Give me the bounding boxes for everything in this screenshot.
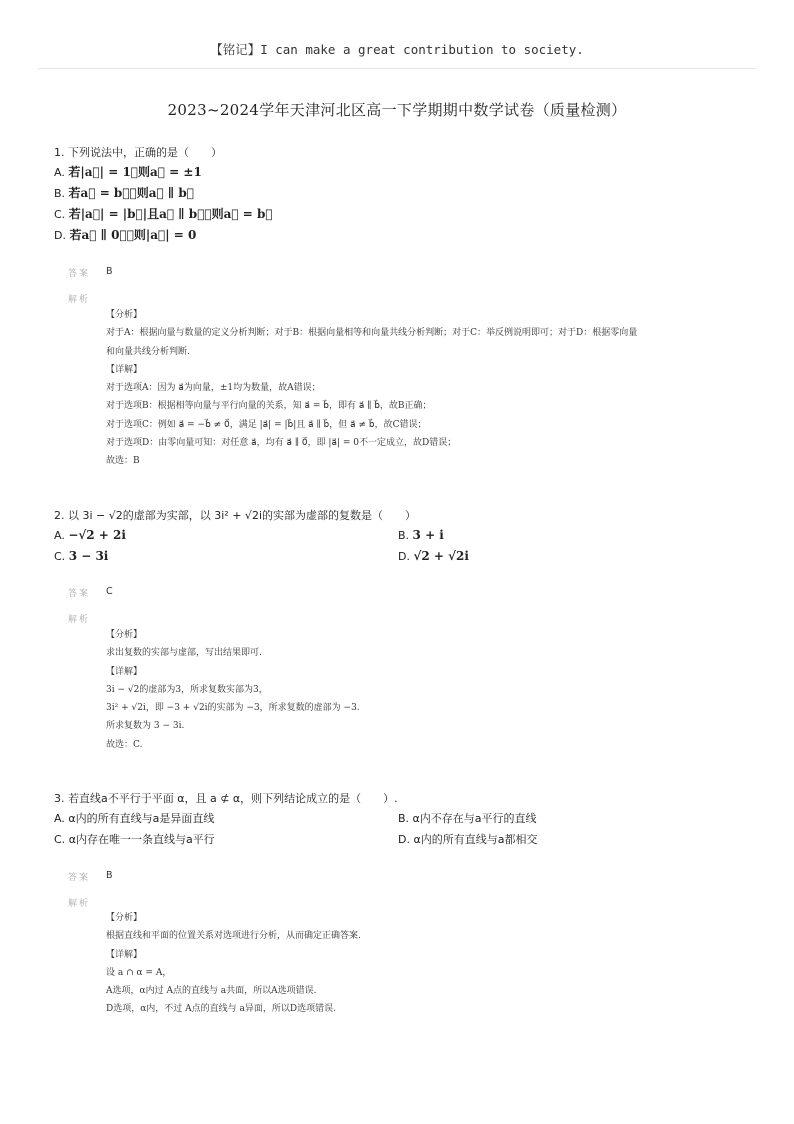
question-1-stem: 1. 下列说法中，正确的是（ ） [54,146,222,159]
option-letter: A. [54,529,65,542]
analysis-line: 对于选项D：由零向量可知：对任意 a⃗，均有 a⃗ ∥ 0⃗，即 |a⃗| = 0不一定成立，故D错误； [106,438,457,449]
analysis-line: 【详解】 [106,364,143,375]
option-letter: A. [54,166,65,179]
analysis-line: 根据直线和平面的位置关系对选项进行分析，从而确定正确答案. [106,931,361,942]
analysis-line: 3i − √2的虚部为3，所求复数实部为3， [106,684,268,695]
analysis-line: 【详解】 [106,666,143,677]
option-letter: C. [54,550,66,563]
analysis-line: 所求复数为 3 − 3i. [106,721,185,732]
option-text: −√2 + 2i [68,528,126,542]
question-3-option-b [398,808,742,829]
answer-label: 答案 [68,873,91,883]
question-2 [54,507,754,567]
question-3-answer: B [106,870,113,881]
analysis-line: 求出复数的实部与虚部，写出结果即可. [106,648,262,659]
analysis-label: 解析 [68,615,91,625]
question-2-option-c [54,546,398,567]
analysis-line: 对于选项B：根据相等向量与平行向量的关系，知 a⃗ = b⃗，即有 a⃗ ∥ b⃗，故B正确； [106,401,432,412]
analysis-line: 【分析】 [106,630,143,640]
answer-label: 答案 [68,269,91,279]
question-3-stem: 3. 若直线a不平行于平面 α，且 a ⊄ α，则下列结论成立的是（ ）. [54,792,398,805]
option-text: α内的所有直线与a都相交 [413,833,538,846]
question-1-option-a [54,162,754,183]
option-text: α内不存在与a平行的直线 [412,812,537,825]
question-2-answer: C [106,586,113,597]
question-3 [54,790,754,850]
option-letter: B. [398,812,410,825]
question-2-option-b [398,525,742,546]
question-1-answer: B [106,266,113,277]
question-2-stem: 2. 以 3i − √2的虚部为实部，以 3i² + √2i的实部为虚部的复数是（ ） [54,509,416,522]
header-divider [38,68,756,69]
option-text: 3 + i [412,528,444,542]
option-letter: C. [54,833,66,846]
analysis-line: 设 a ∩ α = A， [106,967,172,978]
option-letter: D. [398,550,410,563]
question-2-option-a [54,525,398,546]
question-2-analysis [106,626,736,754]
analysis-line: 故选：C. [106,739,143,750]
question-1 [54,144,754,246]
analysis-line: D选项，α内，不过 A点的直线与 a异面，所以D选项错误. [106,1004,336,1015]
option-letter: B. [54,187,66,200]
option-text: α内的所有直线与a是异面直线 [68,812,215,825]
option-letter: A. [54,812,65,825]
analysis-line: 和向量共线分析判断. [106,346,190,357]
analysis-label: 解析 [68,295,91,305]
analysis-line: 3i² + √2i，即 −3 + √2i的实部为 −3，所求复数的虚部为 −3. [106,703,360,714]
analysis-line: 对于A：根据向量与数量的定义分析判断；对于B：根据向量相等和向量共线分析判断；对于C：举反例说明即可；对于D：根据零向量 [106,328,638,339]
question-3-option-a [54,808,398,829]
analysis-line: 对于选项A：因为 a⃗为向量，±1均为数量，故A错误； [106,383,321,394]
question-1-option-c [54,204,754,225]
option-letter: C. [54,208,66,221]
question-1-analysis [106,306,736,471]
question-1-option-d [54,225,754,246]
question-1-option-b [54,183,754,204]
option-letter: D. [54,229,66,242]
option-letter: B. [398,529,410,542]
option-text: 3 − 3i [68,549,109,563]
option-text: 若a⃗ ∥ 0⃗，则|a⃗| = 0 [69,228,197,242]
analysis-line: 【详解】 [106,949,143,960]
analysis-line: 对于选项C：例如 a⃗ = −b⃗ ≠ 0⃗，满足 |a⃗| = |b⃗|且 a⃗ ∥ b⃗，但 a⃗ ≠ b⃗，故C错误； [106,419,427,430]
analysis-line: A选项，α内过 A点的直线与 a共面，所以A选项错误. [106,986,317,997]
option-text: 若|a⃗| = 1，则a⃗ = ±1 [68,165,202,179]
analysis-label: 解析 [68,899,91,909]
question-3-option-c [54,829,398,850]
option-text: 若a⃗ = b⃗，则a⃗ ∥ b⃗ [68,186,195,200]
page-title: 2023~2024学年天津河北区高一下学期期中数学试卷（质量检测） [167,101,627,119]
question-3-option-d [398,829,742,850]
page-motto: 【铭记】I can make a great contribution to society. [210,42,584,57]
option-letter: D. [398,833,410,846]
analysis-line: 【分析】 [106,913,143,923]
option-text: α内存在唯一一条直线与a平行 [68,833,215,846]
question-3-analysis [106,909,736,1019]
option-text: √2 + √2i [413,549,469,563]
analysis-line: 故选：B [106,456,140,467]
option-text: 若|a⃗| = |b⃗|且a⃗ ∥ b⃗，则a⃗ = b⃗ [68,207,273,221]
answer-label: 答案 [68,589,91,599]
analysis-line: 【分析】 [106,310,143,320]
question-2-option-d [398,546,742,567]
